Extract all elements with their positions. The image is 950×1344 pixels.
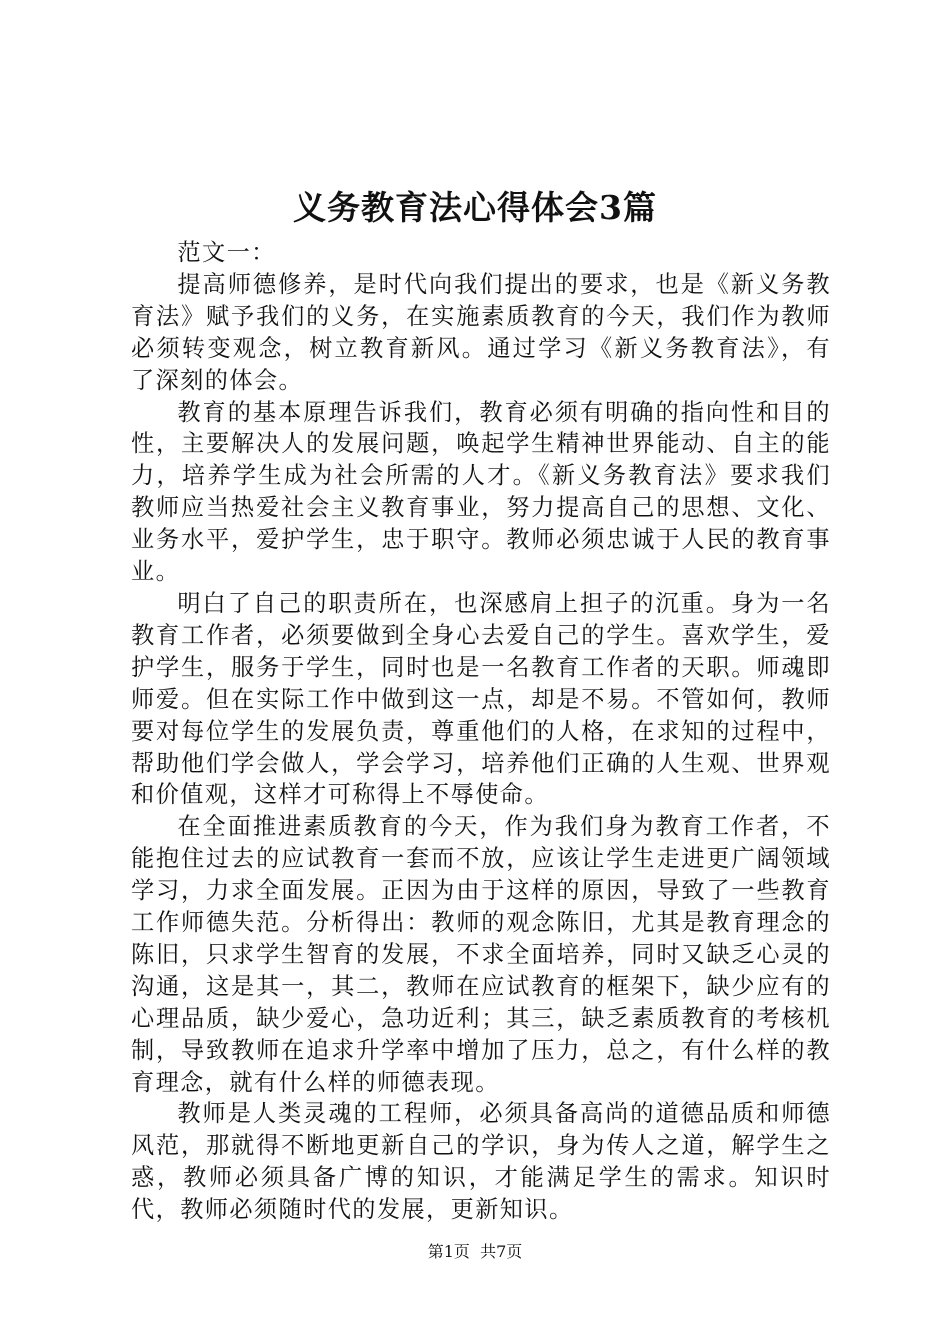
paragraph: 明白了自己的职责所在，也深感肩上担子的沉重。身为一名教育工作者，必须要做到全身心去爱自己的学生。喜欢学生，爱护学生，服务于学生，同时也是一名教育工作者的天职。师魂即师爱。但在实际工作中做到这一点，却是不易。不管如何，教师要对每位学生的发展负责，尊重他们的人格，在求知的过程中，帮助他们学会做人，学会学习，培养他们正确的人生观、世界观和价值观，这样才可称得上不辱使命。: [131, 589, 831, 809]
document-title: 义务教育法心得体会3篇: [293, 188, 657, 227]
page-total: 共7页: [480, 1242, 523, 1261]
paragraph-heading: 范文一：: [177, 239, 276, 266]
paragraph: 提高师德修养，是时代向我们提出的要求，也是《新义务教育法》赋予我们的义务，在实施素质教育的今天，我们作为教师必须转变观念，树立教育新风。通过学习《新义务教育法》，有了深刻的体会。: [131, 270, 831, 394]
page-number: 第1页: [427, 1242, 470, 1261]
paragraph: 教师是人类灵魂的工程师，必须具备高尚的道德品质和师德风范，那就得不断地更新自己的学识，身为传人之道，解学生之惑，教师必须具备广博的知识，才能满足学生的需求。知识时代，教师必须随时代的发展，更新知识。: [131, 1100, 831, 1224]
document-body: [131, 237, 831, 1226]
paragraph: 在全面推进素质教育的今天，作为我们身为教育工作者，不能抱住过去的应试教育一套而不放，应该让学生走进更广阔领域学习，力求全面发展。正因为由于这样的原因，导致了一些教育工作师德失范。分析得出：教师的观念陈旧，尤其是教育理念的陈旧，只求学生智育的发展，不求全面培养，同时又缺乏心灵的沟通，这是其一，其二，教师在应试教育的框架下，缺少应有的心理品质，缺少爱心，急功近利；其三，缺乏素质教育的考核机制，导致教师在追求升学率中增加了压力，总之，有什么样的教育理念，就有什么样的师德表现。: [131, 813, 831, 1096]
paragraph: 教育的基本原理告诉我们，教育必须有明确的指向性和目的性，主要解决人的发展问题，唤起学生精神世界能动、自主的能力，培养学生成为社会所需的人才。《新义务教育法》要求我们教师应当热爱社会主义教育事业，努力提高自己的思想、文化、业务水平，爱护学生，忠于职守。教师必须忠诚于人民的教育事业。: [131, 398, 831, 586]
page-footer: [0, 1240, 950, 1264]
